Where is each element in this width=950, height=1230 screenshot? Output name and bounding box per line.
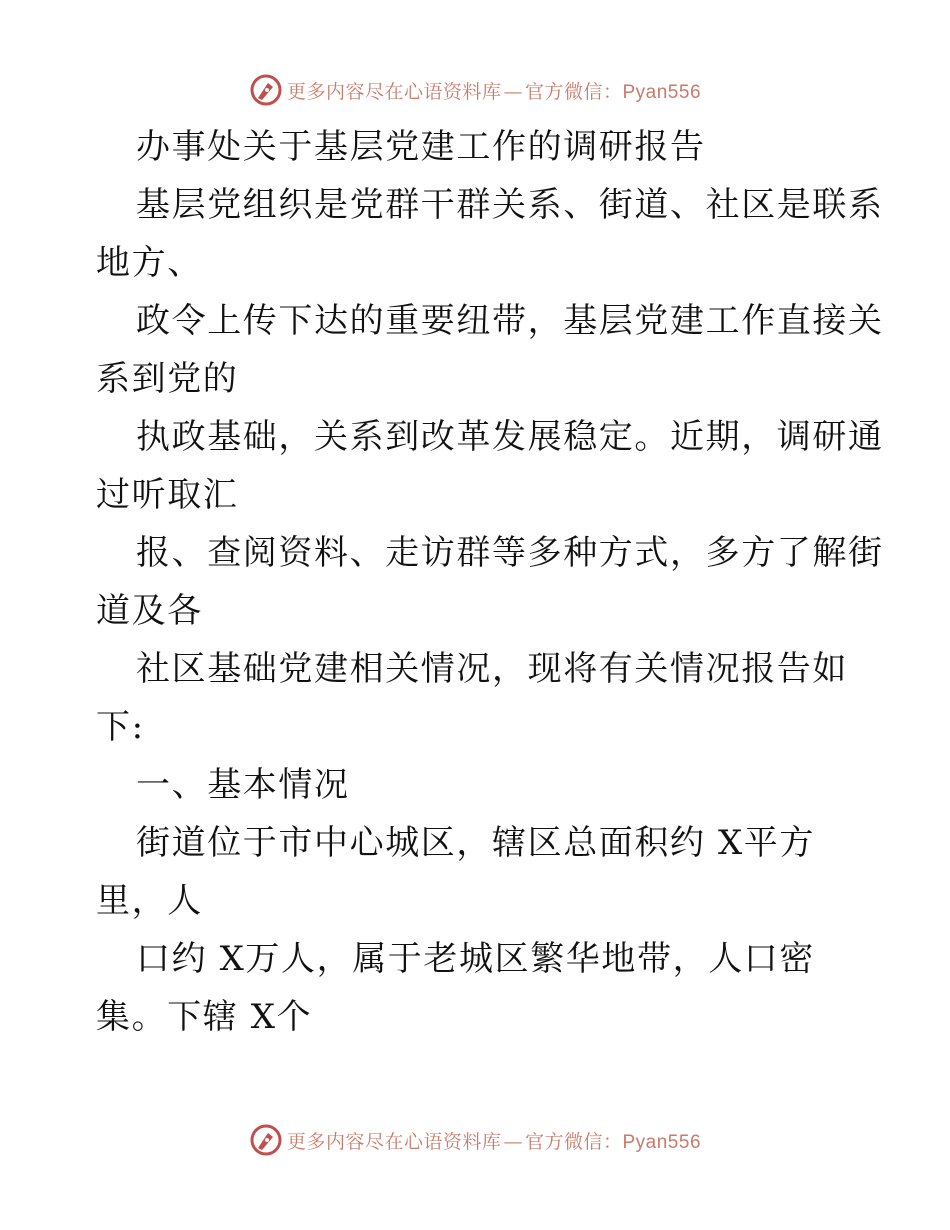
paragraph-line: 街道位于市中心城区，辖区总面积约 X平方 <box>136 823 816 863</box>
footer-banner <box>0 1120 950 1160</box>
header-banner <box>0 70 950 110</box>
paragraph-line: 社区基础党建相关情况，现将有关情况报告如 <box>136 649 848 689</box>
footer-banner-main: 更多内容尽在心语资料库 <box>286 1130 502 1153</box>
pen-nib-logo-icon <box>249 73 283 107</box>
header-banner-text <box>287 77 701 104</box>
section-heading: 一、基本情况 <box>136 765 350 805</box>
document-body <box>96 118 884 1046</box>
paragraph-line: 报、查阅资料、走访群等多种方式，多方了解街 <box>136 533 884 573</box>
header-banner-sep: — <box>503 80 523 103</box>
paragraph-line: 执政基础，关系到改革发展稳定。近期，调研通 <box>136 417 884 457</box>
footer-banner-sep: — <box>503 1130 523 1153</box>
paragraph-line: 道及各 <box>96 591 203 631</box>
paragraph-line: 集。下辖 X个 <box>96 997 313 1037</box>
pen-nib-logo-icon <box>249 1123 283 1157</box>
document-title: 办事处关于基层党建工作的调研报告 <box>136 127 706 167</box>
footer-banner-label: 官方微信： <box>524 1130 623 1153</box>
footer-banner-text <box>287 1127 701 1154</box>
header-banner-main: 更多内容尽在心语资料库 <box>286 80 502 103</box>
paragraph-line: 政令上传下达的重要纽带，基层党建工作直接关 <box>136 301 884 341</box>
paragraph-line: 里，人 <box>96 881 203 921</box>
paragraph-line: 口约 X万人，属于老城区繁华地带，人口密 <box>136 939 816 979</box>
paragraph-line: 系到党的 <box>96 359 239 399</box>
header-banner-id: Pyan556 <box>622 81 702 103</box>
paragraph-line: 地方、 <box>96 243 203 283</box>
footer-banner-id: Pyan556 <box>622 1131 702 1153</box>
paragraph-line: 过听取汇 <box>96 475 239 515</box>
paragraph-line: 下: <box>96 707 145 747</box>
paragraph-line: 基层党组织是党群干群关系、街道、社区是联系 <box>136 185 884 225</box>
header-banner-label: 官方微信： <box>524 80 623 103</box>
